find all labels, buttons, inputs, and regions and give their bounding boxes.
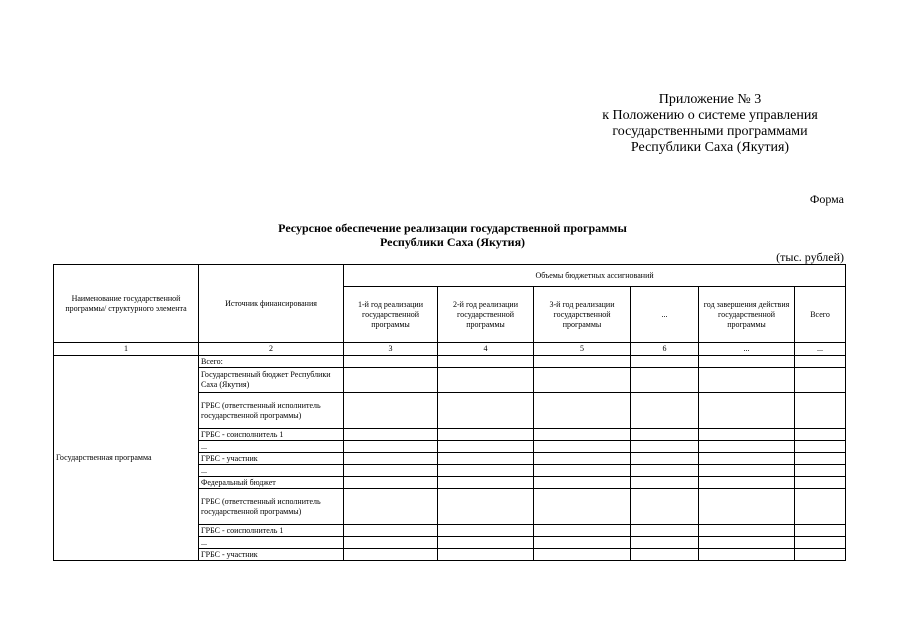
- title-line-2: Республики Саха (Якутия): [379, 235, 526, 249]
- appendix-line-4: Республики Саха (Якутия): [630, 140, 790, 155]
- source-cell: ГРБС (ответственный исполнитель государственной программы): [199, 393, 344, 429]
- header-name: Наименование государственной программы/ структурного элемента: [54, 265, 199, 343]
- column-number: 2: [199, 343, 344, 356]
- source-cell: Федеральный бюджет: [199, 477, 344, 489]
- column-number: ...: [699, 343, 795, 356]
- appendix-header: [560, 92, 860, 156]
- appendix-line-3: государственными программами: [612, 124, 808, 139]
- column-number: 6: [631, 343, 699, 356]
- appendix-line-1: Приложение № 3: [658, 92, 762, 107]
- source-cell: ГРБС - соисполнитель 1: [199, 429, 344, 441]
- column-number: 1: [54, 343, 199, 356]
- column-numbers-row: [54, 343, 846, 356]
- table-row: [54, 356, 846, 368]
- source-cell: ГРБС - участник: [199, 549, 344, 561]
- source-cell: ...: [199, 465, 344, 477]
- header-year-3: 3-й год реализации государственной программы: [534, 287, 631, 343]
- column-number: 5: [534, 343, 631, 356]
- header-year-2: 2-й год реализации государственной программы: [438, 287, 534, 343]
- header-ellipsis: ...: [631, 287, 699, 343]
- source-cell: Всего:: [199, 356, 344, 368]
- program-label: Государственная программа: [54, 356, 199, 561]
- source-cell: ГРБС - участник: [199, 453, 344, 465]
- column-number: 4: [438, 343, 534, 356]
- resource-table: [53, 264, 846, 561]
- header-year-1: 1-й год реализации государственной программы: [344, 287, 438, 343]
- header-total: Всего: [795, 287, 846, 343]
- units-label: (тыс. рублей): [776, 250, 844, 264]
- appendix-line-2: к Положению о системе управления: [602, 108, 818, 123]
- column-number: 3: [344, 343, 438, 356]
- header-final-year: год завершения действия государственной программы: [699, 287, 795, 343]
- document-title: [40, 221, 865, 249]
- header-volumes: Объемы бюджетных ассигнований: [344, 265, 846, 287]
- source-cell: ГРБС - соисполнитель 1: [199, 525, 344, 537]
- title-line-1: Ресурсное обеспечение реализации государственной программы: [278, 221, 627, 235]
- source-cell: ...: [199, 537, 344, 549]
- source-cell: ГРБС (ответственный исполнитель государственной программы): [199, 489, 344, 525]
- column-number: ...: [795, 343, 846, 356]
- form-label: Форма: [809, 192, 844, 206]
- header-source: Источник финансирования: [199, 265, 344, 343]
- source-cell: Государственный бюджет Республики Саха (Якутия): [199, 368, 344, 393]
- source-cell: ...: [199, 441, 344, 453]
